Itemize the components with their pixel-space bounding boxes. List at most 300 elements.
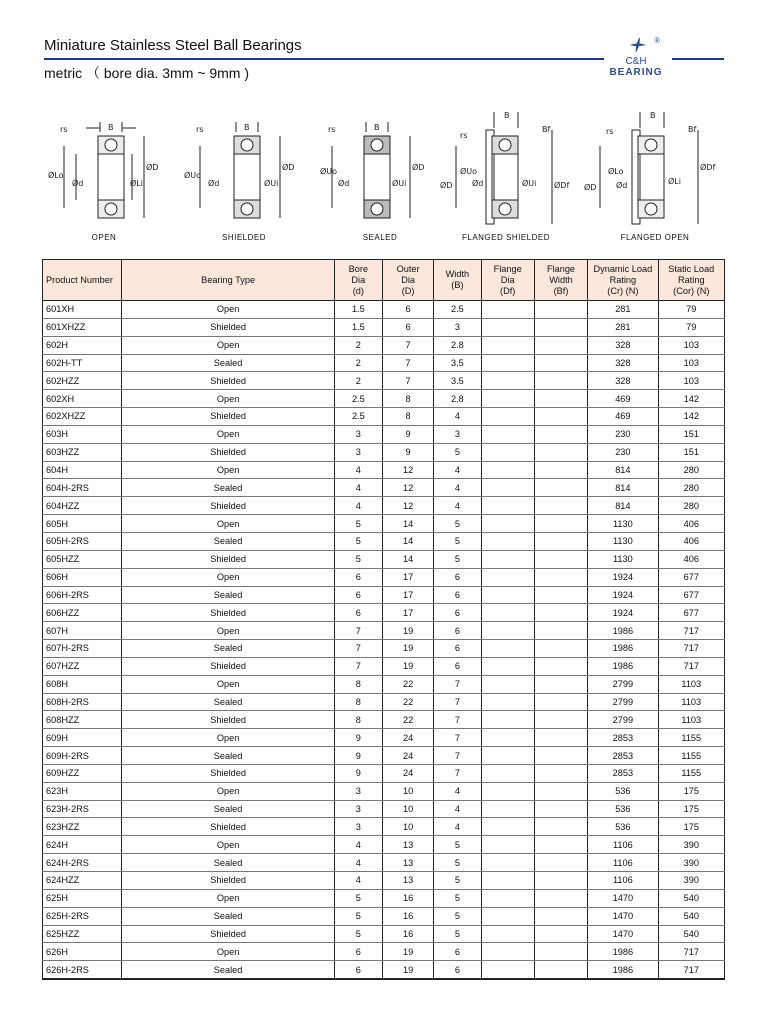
table-cell: Sealed — [122, 532, 334, 550]
table-cell: Shielded — [122, 818, 334, 836]
table-cell — [534, 497, 587, 515]
label-outer-d: ØD — [584, 183, 597, 192]
table-cell — [481, 390, 534, 408]
column-header-line: Flange — [493, 263, 522, 274]
table-cell: 1155 — [658, 764, 724, 782]
table-cell: 1103 — [658, 711, 724, 729]
table-cell: 142 — [658, 408, 724, 426]
table-cell — [481, 818, 534, 836]
column-header-line: Product Number — [46, 274, 113, 285]
label-rs: rs — [196, 125, 204, 134]
table-cell: 608H — [43, 675, 122, 693]
bearing-spec-table — [42, 259, 725, 980]
table-cell: 6 — [434, 640, 481, 658]
table-cell: 1924 — [588, 568, 658, 586]
table-cell: 79 — [658, 301, 724, 319]
column-header — [43, 260, 122, 301]
label-outer-d: ØD — [440, 181, 453, 190]
table-cell: Open — [122, 461, 334, 479]
table-cell: 601XH — [43, 301, 122, 319]
column-header-line: (D) — [401, 285, 415, 296]
table-cell: 1106 — [588, 872, 658, 890]
column-header — [534, 260, 587, 301]
table-cell: 4 — [334, 872, 382, 890]
label-df: ØDf — [554, 181, 570, 190]
diagram-flanged-shielded — [436, 108, 576, 248]
table-cell — [534, 925, 587, 943]
table-cell — [481, 764, 534, 782]
table-row — [43, 390, 725, 408]
table-cell: 14 — [382, 532, 433, 550]
table-cell: 4 — [434, 800, 481, 818]
table-cell: 230 — [588, 425, 658, 443]
table-row — [43, 675, 725, 693]
table-cell — [534, 729, 587, 747]
table-cell: 608HZZ — [43, 711, 122, 729]
table-cell — [534, 711, 587, 729]
table-cell: 2 — [334, 336, 382, 354]
table-cell — [534, 675, 587, 693]
label-ui: ØUi — [392, 179, 407, 188]
table-row — [43, 854, 725, 872]
table-cell — [481, 782, 534, 800]
table-cell — [481, 550, 534, 568]
label-rs: rs — [60, 125, 68, 134]
table-cell: 605HZZ — [43, 550, 122, 568]
table-cell: 390 — [658, 872, 724, 890]
table-cell: 281 — [588, 301, 658, 319]
table-cell: Shielded — [122, 872, 334, 890]
table-row — [43, 622, 725, 640]
table-cell: 1103 — [658, 675, 724, 693]
table-cell: 24 — [382, 764, 433, 782]
table-cell — [534, 336, 587, 354]
label-uo: ØUo — [320, 167, 338, 176]
table-cell: 17 — [382, 604, 433, 622]
table-cell — [534, 301, 587, 319]
label-bf: Bf — [688, 125, 697, 134]
table-cell: 1.5 — [334, 318, 382, 336]
diagram-caption: SHIELDED — [221, 233, 266, 242]
table-cell: 677 — [658, 568, 724, 586]
table-cell: 22 — [382, 675, 433, 693]
table-cell: 281 — [588, 318, 658, 336]
table-cell: 16 — [382, 889, 433, 907]
table-cell — [534, 657, 587, 675]
label-b: B — [108, 123, 114, 132]
table-cell: Shielded — [122, 372, 334, 390]
table-cell: 7 — [434, 764, 481, 782]
table-cell: 24 — [382, 747, 433, 765]
table-cell: 5 — [334, 515, 382, 533]
table-cell: 2.8 — [434, 390, 481, 408]
table-cell: 19 — [382, 640, 433, 658]
table-cell: 5 — [434, 443, 481, 461]
table-cell: 1155 — [658, 747, 724, 765]
table-cell — [481, 497, 534, 515]
table-cell: 7 — [434, 729, 481, 747]
table-cell: 3 — [334, 800, 382, 818]
column-header-line: (Cor) (N) — [673, 285, 710, 296]
column-header-line: Dia — [351, 274, 366, 285]
table-cell: 1986 — [588, 640, 658, 658]
table-cell: 12 — [382, 497, 433, 515]
label-d: Ød — [72, 179, 84, 188]
table-cell: 7 — [434, 711, 481, 729]
table-cell: 6 — [434, 943, 481, 961]
table-cell — [534, 318, 587, 336]
label-d: Ød — [616, 181, 628, 190]
column-header-line: Width — [549, 274, 573, 285]
table-cell — [534, 764, 587, 782]
table-cell — [481, 675, 534, 693]
table-cell: 1103 — [658, 693, 724, 711]
table-cell — [534, 479, 587, 497]
table-cell: 2853 — [588, 729, 658, 747]
table-cell — [481, 729, 534, 747]
table-cell: 469 — [588, 390, 658, 408]
table-cell: 6 — [434, 657, 481, 675]
table-cell — [481, 925, 534, 943]
table-cell — [534, 443, 587, 461]
table-cell: 605H-2RS — [43, 532, 122, 550]
table-row — [43, 907, 725, 925]
table-cell — [534, 640, 587, 658]
table-cell: 6 — [334, 604, 382, 622]
table-cell: 328 — [588, 336, 658, 354]
table-cell: 626H-2RS — [43, 961, 122, 979]
table-cell — [481, 461, 534, 479]
table-cell: 602H — [43, 336, 122, 354]
table-header-row — [43, 260, 725, 301]
table-cell: 469 — [588, 408, 658, 426]
table-cell: 625HZZ — [43, 925, 122, 943]
table-cell: 6 — [334, 961, 382, 979]
table-cell — [481, 889, 534, 907]
table-cell: 328 — [588, 372, 658, 390]
table-cell: 5 — [334, 889, 382, 907]
diagram-flanged-open — [580, 108, 730, 248]
column-header-line: (Bf) — [553, 285, 569, 296]
table-cell: 2.5 — [334, 408, 382, 426]
table-cell — [481, 425, 534, 443]
table-cell — [534, 836, 587, 854]
table-cell — [481, 907, 534, 925]
table-cell: Shielded — [122, 711, 334, 729]
table-cell: 175 — [658, 782, 724, 800]
table-cell: 7 — [334, 622, 382, 640]
table-cell — [534, 372, 587, 390]
table-cell: 1470 — [588, 907, 658, 925]
table-cell: 280 — [658, 479, 724, 497]
table-cell — [481, 479, 534, 497]
table-cell — [481, 354, 534, 372]
table-cell — [534, 532, 587, 550]
table-cell: 13 — [382, 836, 433, 854]
label-rs: rs — [460, 131, 468, 140]
table-cell — [534, 622, 587, 640]
table-row — [43, 461, 725, 479]
table-cell: 603H — [43, 425, 122, 443]
table-cell: 814 — [588, 461, 658, 479]
flanged-open-bearing-drawing-icon — [580, 108, 730, 228]
table-cell — [534, 747, 587, 765]
table-cell: 7 — [334, 657, 382, 675]
table-cell: 1.5 — [334, 301, 382, 319]
table-cell: 6 — [334, 943, 382, 961]
table-cell — [534, 693, 587, 711]
table-cell — [534, 872, 587, 890]
table-cell: 4 — [334, 836, 382, 854]
table-cell: 19 — [382, 657, 433, 675]
table-cell: 8 — [334, 711, 382, 729]
table-cell: 7 — [334, 640, 382, 658]
label-lo: ØLo — [608, 167, 624, 176]
table-cell: 8 — [382, 390, 433, 408]
label-outer-d: ØD — [412, 163, 425, 172]
column-header — [382, 260, 433, 301]
label-li: ØLi — [668, 177, 681, 186]
table-cell: 814 — [588, 497, 658, 515]
table-cell: 5 — [334, 925, 382, 943]
column-header-line: Flange — [546, 263, 576, 274]
table-cell: Open — [122, 782, 334, 800]
table-cell: Open — [122, 515, 334, 533]
table-row — [43, 836, 725, 854]
table-cell — [481, 604, 534, 622]
table-cell: 3 — [334, 425, 382, 443]
table-cell: 142 — [658, 390, 724, 408]
label-df: ØDf — [700, 163, 716, 172]
table-cell: Sealed — [122, 693, 334, 711]
table-cell: 2799 — [588, 693, 658, 711]
table-cell: 1155 — [658, 729, 724, 747]
table-cell: 6 — [434, 622, 481, 640]
table-cell: 608H-2RS — [43, 693, 122, 711]
table-cell: 12 — [382, 461, 433, 479]
table-cell: Open — [122, 425, 334, 443]
table-cell: 7 — [434, 747, 481, 765]
table-cell: 13 — [382, 854, 433, 872]
table-cell: 814 — [588, 479, 658, 497]
label-bf: Bf — [542, 125, 551, 134]
table-cell: 8 — [382, 408, 433, 426]
table-cell: 9 — [382, 425, 433, 443]
company-logo — [598, 36, 674, 82]
table-cell: 4 — [334, 479, 382, 497]
label-d: Ød — [472, 179, 484, 188]
column-header-line: (Df) — [500, 285, 516, 296]
table-cell: 607H-2RS — [43, 640, 122, 658]
table-cell: Shielded — [122, 604, 334, 622]
table-cell: 2.5 — [334, 390, 382, 408]
table-cell: 7 — [434, 693, 481, 711]
table-cell: 14 — [382, 550, 433, 568]
table-cell — [481, 800, 534, 818]
table-cell — [534, 943, 587, 961]
header-rule — [44, 58, 604, 60]
table-cell: 5 — [434, 515, 481, 533]
table-cell: 151 — [658, 425, 724, 443]
column-header-line: Outer — [396, 263, 420, 274]
table-cell — [534, 604, 587, 622]
table-cell: 540 — [658, 925, 724, 943]
shielded-bearing-drawing-icon — [184, 108, 304, 228]
table-cell — [534, 818, 587, 836]
table-cell: 5 — [434, 872, 481, 890]
table-cell: 5 — [434, 925, 481, 943]
table-cell: 10 — [382, 818, 433, 836]
table-cell: 606H-2RS — [43, 586, 122, 604]
table-cell: 3 — [334, 818, 382, 836]
table-cell: 12 — [382, 479, 433, 497]
table-row — [43, 800, 725, 818]
table-cell: 602XHZZ — [43, 408, 122, 426]
table-cell — [534, 889, 587, 907]
table-cell — [534, 408, 587, 426]
table-cell: 9 — [382, 443, 433, 461]
table-cell: 103 — [658, 354, 724, 372]
table-cell — [534, 354, 587, 372]
table-cell: 540 — [658, 907, 724, 925]
table-cell: 717 — [658, 657, 724, 675]
table-row — [43, 711, 725, 729]
table-cell: Open — [122, 622, 334, 640]
table-cell — [481, 318, 534, 336]
label-b: B — [504, 111, 510, 120]
table-cell — [481, 586, 534, 604]
table-cell: Sealed — [122, 907, 334, 925]
table-cell: 7 — [382, 354, 433, 372]
table-cell: 406 — [658, 532, 724, 550]
label-b: B — [650, 111, 656, 120]
table-cell: 602XH — [43, 390, 122, 408]
table-row — [43, 961, 725, 979]
label-rs: rs — [606, 127, 614, 136]
table-cell: 280 — [658, 497, 724, 515]
column-header-line: Dynamic Load — [593, 263, 653, 274]
sealed-bearing-drawing-icon — [320, 108, 440, 228]
table-cell: Shielded — [122, 764, 334, 782]
table-cell — [481, 836, 534, 854]
table-row — [43, 550, 725, 568]
table-cell: Open — [122, 889, 334, 907]
table-cell: 603HZZ — [43, 443, 122, 461]
table-cell: 3.5 — [434, 354, 481, 372]
column-header-line: (B) — [451, 280, 464, 290]
table-cell: Open — [122, 675, 334, 693]
table-cell: 13 — [382, 872, 433, 890]
table-cell: 390 — [658, 836, 724, 854]
column-header — [658, 260, 724, 301]
table-cell: 717 — [658, 640, 724, 658]
table-cell: 22 — [382, 693, 433, 711]
table-cell — [481, 568, 534, 586]
table-cell: 4 — [434, 408, 481, 426]
table-cell — [534, 425, 587, 443]
table-cell: Shielded — [122, 318, 334, 336]
table-cell — [481, 532, 534, 550]
column-header — [334, 260, 382, 301]
column-header-line: (d) — [352, 285, 364, 296]
table-cell — [481, 747, 534, 765]
table-cell: 4 — [434, 479, 481, 497]
table-cell: 103 — [658, 336, 724, 354]
table-cell: 103 — [658, 372, 724, 390]
table-cell: 2.5 — [434, 301, 481, 319]
table-cell — [481, 622, 534, 640]
table-cell: 4 — [434, 461, 481, 479]
table-cell: 175 — [658, 818, 724, 836]
table-cell — [534, 515, 587, 533]
table-cell: 625H — [43, 889, 122, 907]
table-cell: 717 — [658, 622, 724, 640]
table-body — [43, 301, 725, 980]
table-cell: Open — [122, 301, 334, 319]
table-cell: 6 — [382, 301, 433, 319]
label-outer-d: ØD — [282, 163, 295, 172]
table-cell — [534, 961, 587, 979]
table-cell: 19 — [382, 943, 433, 961]
table-row — [43, 747, 725, 765]
table-row — [43, 479, 725, 497]
column-header — [122, 260, 334, 301]
table-cell: 390 — [658, 854, 724, 872]
diagram-caption: OPEN — [91, 233, 117, 242]
table-cell: 9 — [334, 729, 382, 747]
table-cell — [534, 800, 587, 818]
table-cell: 4 — [434, 782, 481, 800]
table-row — [43, 336, 725, 354]
table-cell: 2 — [334, 354, 382, 372]
table-row — [43, 872, 725, 890]
table-cell — [481, 515, 534, 533]
table-cell: 1986 — [588, 657, 658, 675]
table-cell — [481, 943, 534, 961]
table-row — [43, 604, 725, 622]
table-cell — [481, 693, 534, 711]
label-lo: ØLo — [48, 171, 64, 180]
table-cell: 602H-TT — [43, 354, 122, 372]
table-cell: Shielded — [122, 408, 334, 426]
column-header-line: Bore — [348, 263, 369, 274]
table-cell: 1470 — [588, 889, 658, 907]
table-cell: 626H — [43, 943, 122, 961]
label-li: ØLi — [130, 179, 143, 188]
table-cell — [481, 657, 534, 675]
table-cell: 2853 — [588, 764, 658, 782]
table-cell: 16 — [382, 907, 433, 925]
table-cell — [534, 907, 587, 925]
table-cell: 607HZZ — [43, 657, 122, 675]
table-cell: 2799 — [588, 675, 658, 693]
table-cell: 4 — [334, 461, 382, 479]
table-cell: 79 — [658, 318, 724, 336]
table-cell: 604H — [43, 461, 122, 479]
table-cell: 717 — [658, 943, 724, 961]
label-uo: ØUo — [184, 171, 202, 180]
table-cell: Shielded — [122, 443, 334, 461]
column-header-line: Width — [445, 269, 470, 279]
table-cell — [481, 408, 534, 426]
table-cell: 3 — [434, 425, 481, 443]
table-cell: 624HZZ — [43, 872, 122, 890]
table-row — [43, 532, 725, 550]
page-title: Miniature Stainless Steel Ball Bearings — [44, 37, 302, 54]
table-cell: 609H — [43, 729, 122, 747]
label-b: B — [244, 123, 250, 132]
table-cell: 5 — [434, 889, 481, 907]
